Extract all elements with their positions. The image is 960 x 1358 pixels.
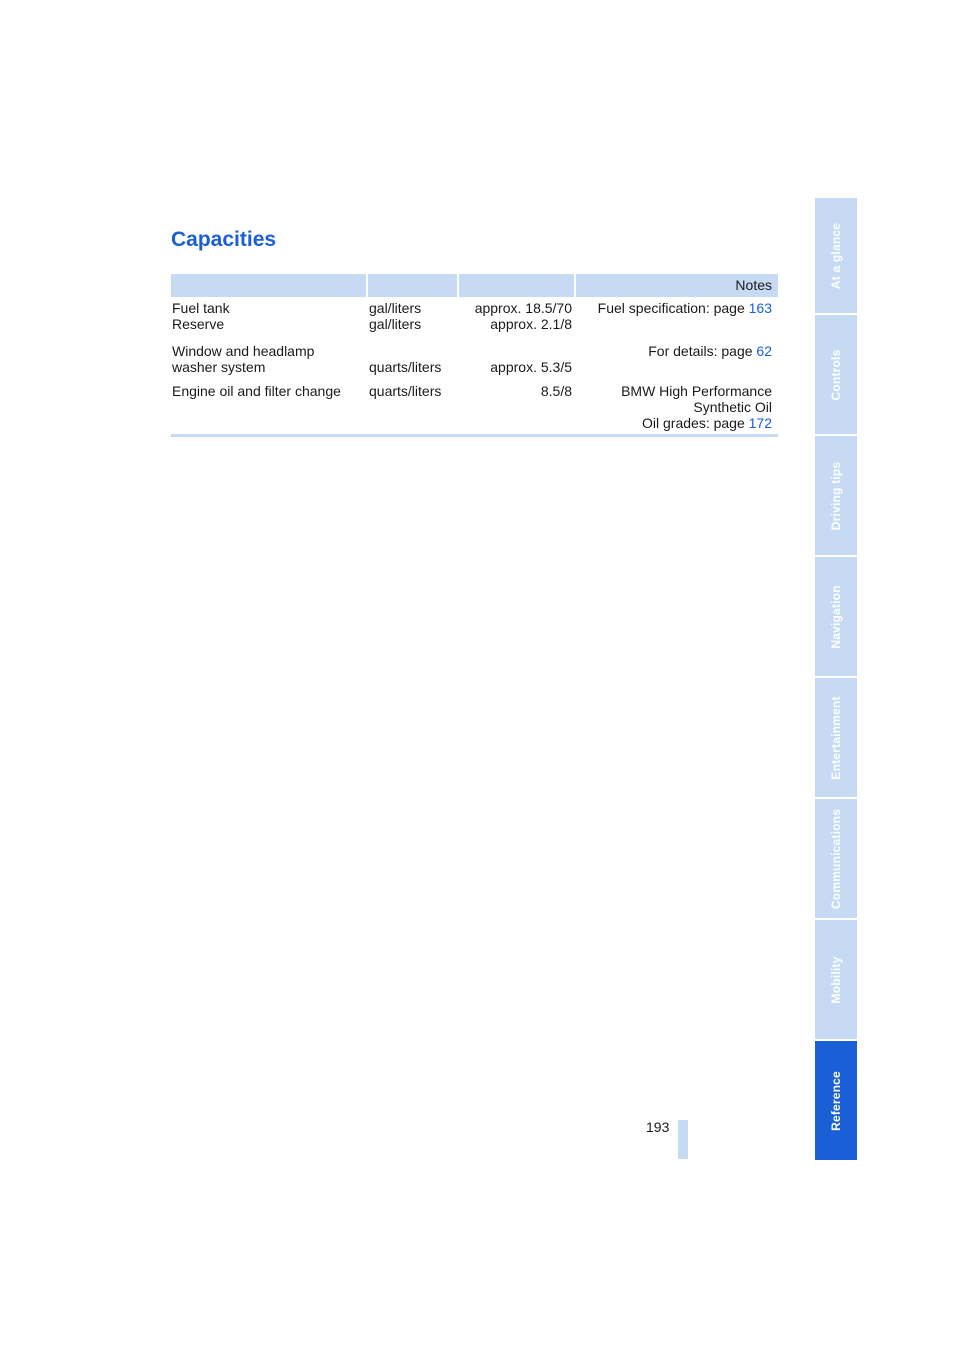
tab-driving-tips[interactable] xyxy=(815,436,857,555)
notes-text: Synthetic Oil xyxy=(693,399,772,415)
notes-cell xyxy=(621,383,772,431)
tab-reference[interactable] xyxy=(815,1041,857,1160)
value-label: approx. 2.1/8 xyxy=(490,316,572,332)
unit-cell xyxy=(369,300,421,332)
item-label: Reserve xyxy=(172,316,225,332)
unit-cell xyxy=(369,359,441,375)
unit-cell xyxy=(369,383,441,399)
item-label: Fuel tank xyxy=(172,300,230,316)
unit-label: gal/liters xyxy=(369,300,422,316)
table-header xyxy=(171,274,778,297)
item-label: Engine oil and filter change xyxy=(172,383,341,399)
notes-text: BMW High Performance xyxy=(621,383,772,399)
tab-label: Driving tips xyxy=(829,461,843,530)
item-cell xyxy=(172,383,341,399)
column-separator xyxy=(574,274,576,297)
tab-communications[interactable] xyxy=(815,799,857,918)
table-row xyxy=(171,297,778,337)
column-separator xyxy=(457,274,459,297)
item-label: Window and headlamp xyxy=(172,343,315,359)
column-separator xyxy=(366,274,368,297)
value-cell xyxy=(541,383,572,399)
unit-label: gal/liters xyxy=(369,316,422,332)
page-link[interactable]: 172 xyxy=(748,415,772,431)
tab-label: Mobility xyxy=(829,956,843,1003)
tab-mobility[interactable] xyxy=(815,920,857,1039)
tab-label: Reference xyxy=(829,1070,843,1131)
value-label: approx. 5.3/5 xyxy=(490,359,572,375)
tab-navigation[interactable] xyxy=(815,557,857,676)
page-link[interactable]: 62 xyxy=(756,343,772,359)
tab-label: At a glance xyxy=(829,222,843,289)
tab-label: Entertainment xyxy=(829,695,843,780)
unit-label: quarts/liters xyxy=(369,359,442,375)
item-cell xyxy=(172,300,230,332)
notes-text: Oil grades: page xyxy=(642,415,749,431)
notes-cell xyxy=(648,343,772,359)
item-label: washer system xyxy=(172,359,266,375)
tab-controls[interactable] xyxy=(815,315,857,434)
page-marker-bar xyxy=(678,1120,688,1159)
unit-label: quarts/liters xyxy=(369,383,442,399)
notes-text: Fuel specification: page xyxy=(597,300,749,316)
page-title: Capacities xyxy=(171,228,277,251)
value-label: 8.5/8 xyxy=(540,383,572,399)
tab-label: Navigation xyxy=(829,584,843,649)
table-row xyxy=(171,337,778,377)
tab-label: Controls xyxy=(829,349,843,400)
item-cell xyxy=(172,343,314,375)
table-bottom-rule xyxy=(171,434,778,437)
table-row xyxy=(171,377,778,431)
page-link[interactable]: 163 xyxy=(748,300,772,316)
notes-cell xyxy=(598,300,772,316)
capacities-table xyxy=(171,274,778,431)
tab-label: Communications xyxy=(829,808,843,909)
value-cell xyxy=(490,359,572,375)
tab-entertainment[interactable] xyxy=(815,678,857,797)
tab-at-a-glance[interactable] xyxy=(815,198,857,313)
page-number: 193 xyxy=(646,1119,670,1135)
notes-text: For details: page xyxy=(648,343,757,359)
value-label: approx. 18.5/70 xyxy=(474,300,572,316)
header-notes: Notes xyxy=(735,277,772,293)
value-cell xyxy=(475,300,572,332)
